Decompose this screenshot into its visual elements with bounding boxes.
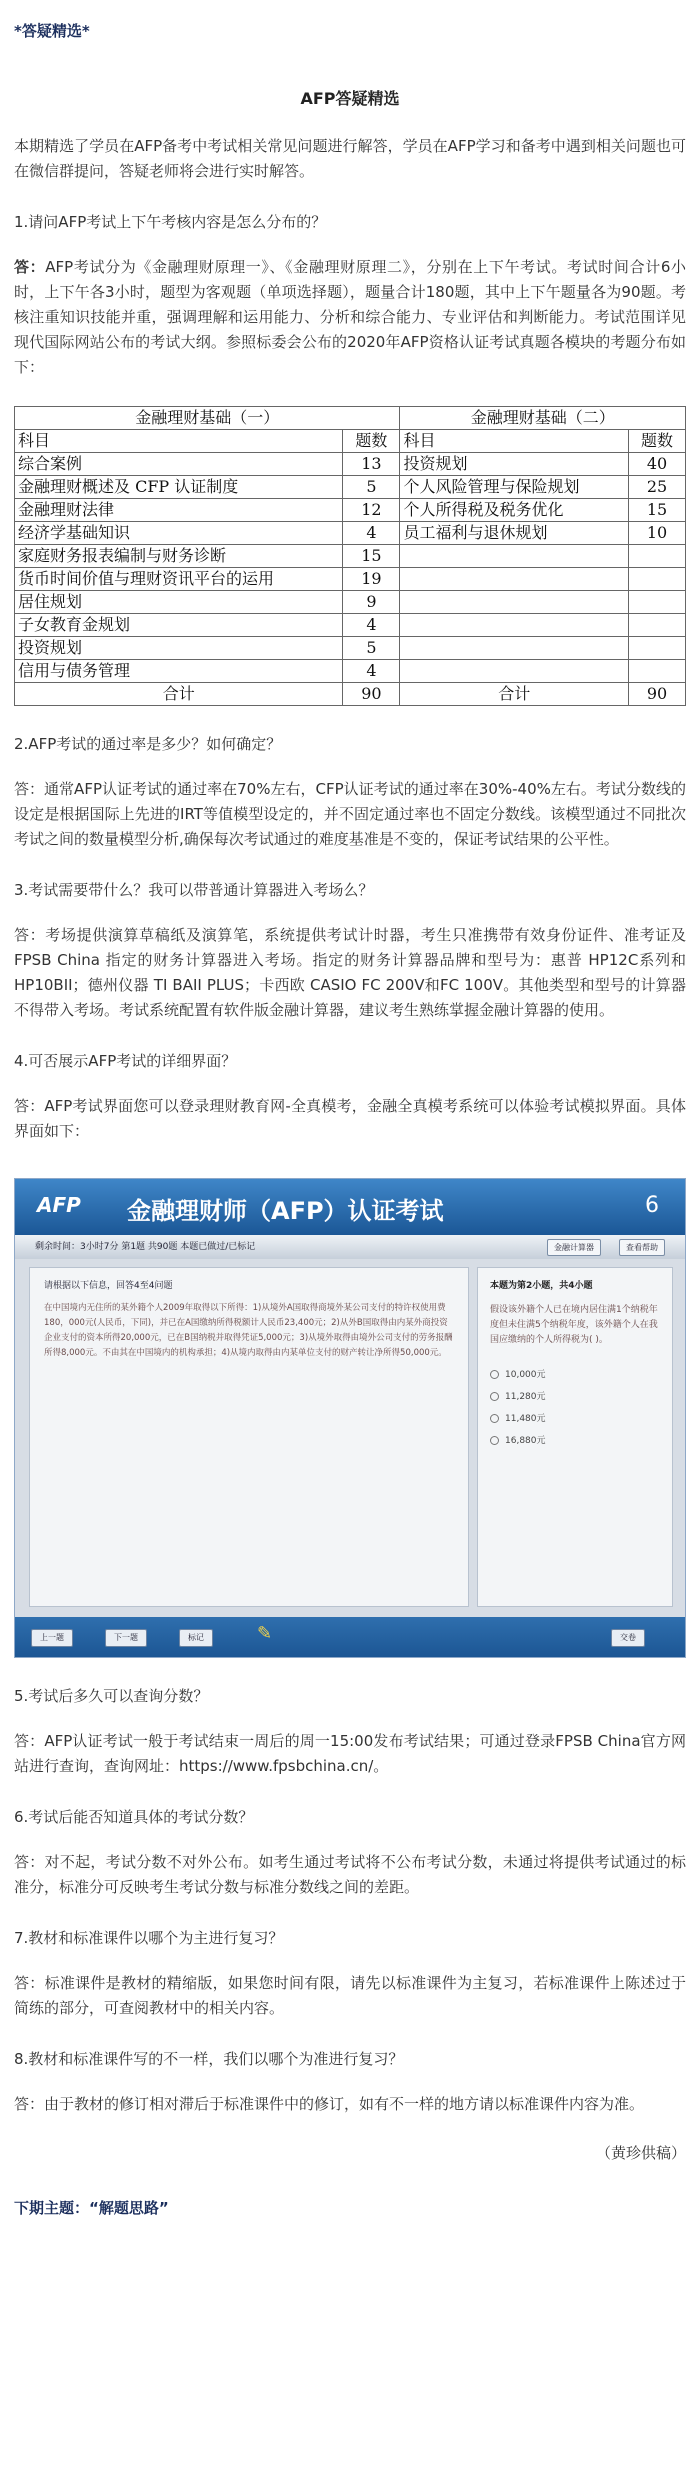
table-row: 金融理财概述及 CFP 认证制度 5 个人风险管理与保险规划 25	[15, 476, 686, 499]
submit-button[interactable]: 交卷	[611, 1629, 645, 1647]
col-count-right: 题数	[629, 430, 686, 453]
help-button[interactable]: 查看帮助	[619, 1239, 665, 1256]
answer-7: 答：标准课件是教材的精缩版，如果您时间有限，请先以标准课件为主复习，若标准课件上陈述过于简练的部分，可查阅教材中的相关内容。	[14, 1974, 686, 2017]
answer-5: 答：AFP认证考试一般于考试结束一周后的周一15:00发布考试结果；可通过登录FPSB China官方网站进行查询，查询网址：https://www.fpsbchina.cn/。	[14, 1732, 686, 1775]
answer-1: 答：AFP考试分为《金融理财原理一》、《金融理财原理二》，分别在上下午考试。考试时间合计6小时，上下午各3小时，题型为客观题（单项选择题），题量合计180题，其中上下午题量各为90题。考核注重知识技能并重，强调理解和运用能力、分析和综合能力、专业评估和判断能力。考试范围详见现代国际网站公布的考试大纲。参照标委会公布的2020年AFP资格认证考试真题各模块的考题分布如下：	[14, 258, 686, 376]
exam-title: 金融理财师（AFP）认证考试	[127, 1197, 444, 1225]
section-tag: *答疑精选*	[14, 22, 90, 40]
radio-icon	[490, 1436, 499, 1445]
question-3: 3.考试需要带什么？我可以带普通计算器进入考场么？	[14, 881, 374, 899]
question-4: 4.可否展示AFP考试的详细界面？	[14, 1052, 237, 1070]
mark-button[interactable]: 标记	[179, 1629, 213, 1647]
question-5: 5.考试后多久可以查询分数？	[14, 1687, 209, 1705]
exam-status-info: 剩余时间：3小时7分 第1题 共90题 本题已做过/已标记	[35, 1242, 256, 1252]
table-row: 综合案例 13 投资规划 40	[15, 453, 686, 476]
page-title: AFP答疑精选	[300, 89, 400, 108]
table-row: 经济学基础知识 4 员工福利与退休规划 10	[15, 522, 686, 545]
question-number: 6	[645, 1193, 659, 1218]
table-row: 货币时间价值与理财资讯平台的运用 19	[15, 568, 686, 591]
exam-passage-panel	[29, 1267, 469, 1607]
radio-icon	[490, 1414, 499, 1423]
answer-8: 答：由于教材的修订相对滞后于标准课件中的修订，如有不一样的地方请以标准课件内容为准。	[14, 2095, 645, 2113]
radio-icon	[490, 1370, 499, 1379]
radio-icon	[490, 1392, 499, 1401]
passage-hint: 请根据以下信息，回答4至4问题	[44, 1281, 173, 1291]
table-row: 信用与债务管理 4	[15, 660, 686, 683]
exam-interface-screenshot	[14, 1178, 686, 1658]
exam-toolbar	[15, 1235, 685, 1259]
next-topic: 下期主题：“解题思路”	[14, 2199, 169, 2217]
col-subject-right: 科目	[400, 430, 629, 453]
option-b[interactable]: 11,280元	[490, 1386, 660, 1408]
pen-icon: ✎	[257, 1623, 273, 1644]
option-d[interactable]: 16,880元	[490, 1430, 660, 1452]
exam-question-panel	[477, 1267, 673, 1607]
table-row: 子女教育金规划 4	[15, 614, 686, 637]
option-c[interactable]: 11,480元	[490, 1408, 660, 1430]
prev-question-button[interactable]: 上一题	[31, 1629, 73, 1647]
question-2: 2.AFP考试的通过率是多少？如何确定？	[14, 735, 282, 753]
question-8: 8.教材和标准课件写的不一样，我们以哪个为准进行复习？	[14, 2050, 404, 2068]
question-6: 6.考试后能否知道具体的考试分数？	[14, 1808, 254, 1826]
score-distribution-table	[14, 406, 686, 706]
calculator-button[interactable]: 金融计算器	[547, 1239, 601, 1256]
next-question-button[interactable]: 下一题	[105, 1629, 147, 1647]
author-signoff: （黄珍供稿）	[595, 2144, 686, 2162]
table-row: 居住规划 9	[15, 591, 686, 614]
answer-6: 答：对不起，考试分数不对外公布。如考生通过考试将不公布考试分数，未通过将提供考试通过的标准分，标准分可反映考生考试分数与标准分数线之间的差距。	[14, 1853, 686, 1896]
exam-footer	[15, 1617, 685, 1657]
answer-3: 答：考场提供演算草稿纸及演算笔，系统提供考试计时器，考生只准携带有效身份证件、准考证及 FPSB China 指定的财务计算器进入考场。指定的财务计算器品牌和型号为：惠普 HP12C系列和HP10BII；德州仪器 TI BAII PLUS；卡西欧 CASIO FC 200V和FC 100V。其他类型和型号的计算器不得带入考场。考试系统配置有软件版金融计算器，建议考生熟练掌握金融计算器的使用。	[14, 926, 686, 1019]
afp-logo: AFP	[37, 1193, 81, 1217]
question-title: 本题为第2小题，共4小题	[490, 1281, 593, 1291]
option-a[interactable]: 10,000元	[490, 1364, 660, 1386]
table-total-row: 合计 90 合计 90	[15, 683, 686, 706]
intro-paragraph: 本期精选了学员在AFP备考中考试相关常见问题进行解答，学员在AFP学习和备考中遇到相关问题也可在微信群提问，答疑老师将会进行实时解答。	[14, 137, 686, 180]
table-header-left: 金融理财基础（一）	[15, 407, 400, 430]
answer-4: 答：AFP考试界面您可以登录理财教育网-全真模考，金融全真模考系统可以体验考试模拟界面。具体界面如下：	[14, 1097, 686, 1140]
col-subject-left: 科目	[15, 430, 343, 453]
table-header-right: 金融理财基础（二）	[400, 407, 686, 430]
table-row: 金融理财法律 12 个人所得税及税务优化 15	[15, 499, 686, 522]
col-count-left: 题数	[343, 430, 400, 453]
table-row: 投资规划 5	[15, 637, 686, 660]
question-text: 假设该外籍个人已在境内居住满1个纳税年度但未住满5个纳税年度，该外籍个人在我国应缴纳的个人所得税为( )。	[490, 1305, 658, 1345]
question-7: 7.教材和标准课件以哪个为主进行复习？	[14, 1929, 284, 1947]
answer-2: 答：通常AFP认证考试的通过率在70%左右，CFP认证考试的通过率在30%-40%左右。考试分数线的设定是根据国际上先进的IRT等值模型设定的，并不固定通过率也不固定分数线。该模型通过不同批次考试之间的数量模型分析,确保每次考试通过的难度基准是不变的，保证考试结果的公平性。	[14, 780, 686, 848]
table-row: 家庭财务报表编制与财务诊断 15	[15, 545, 686, 568]
passage-text: 在中国境内无住所的某外籍个人2009年取得以下所得：1)从境外A国取得商境外某公司支付的特许权使用费180，000元(人民币，下同)，并已在A国缴纳所得税额计人民币23,400元；2)从外B国取得由内某外商投资企业支付的资本所得20,000元，已在B国纳税并取得凭证5,000元；3)从境外取得由境外公司支付的劳务报酬所得8,000元。不由其在中国境内的机构承担；4)从境内取得由内某单位支付的财产转让净所得50,000元。	[44, 1303, 453, 1358]
exam-header	[15, 1179, 685, 1235]
question-1: 1.请问AFP考试上下午考核内容是怎么分布的？	[14, 213, 327, 231]
